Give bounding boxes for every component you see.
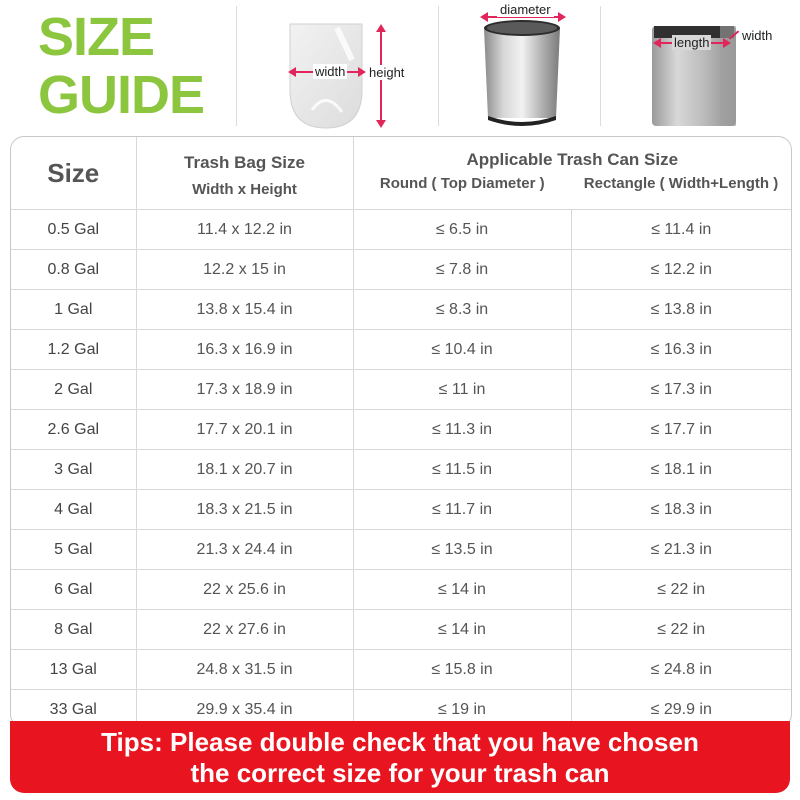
round-trash-can-icon bbox=[476, 14, 568, 128]
bag-size-cell: 24.8 x 31.5 in bbox=[136, 650, 353, 690]
round-size-cell: ≤ 14 in bbox=[353, 610, 571, 650]
size-header: Size bbox=[47, 157, 100, 188]
bag-width-label: width bbox=[315, 64, 346, 79]
bag-height-label: height bbox=[369, 65, 405, 80]
table-row bbox=[11, 250, 791, 290]
title-line-2: GUIDE bbox=[38, 65, 205, 125]
arrowhead-up bbox=[376, 24, 386, 32]
bag-size-cell: 17.7 x 20.1 in bbox=[136, 410, 353, 450]
divider bbox=[600, 6, 601, 126]
round-size-cell: ≤ 14 in bbox=[353, 570, 571, 610]
table-row bbox=[11, 210, 791, 250]
bag-size-cell: 12.2 x 15 in bbox=[136, 250, 353, 290]
round-size-cell: ≤ 10.4 in bbox=[353, 330, 571, 370]
bag-size-title: Trash Bag Size bbox=[184, 152, 305, 172]
rect-size-cell: ≤ 16.3 in bbox=[571, 330, 791, 370]
size-cell: 2 Gal bbox=[11, 370, 136, 410]
table-row bbox=[11, 330, 791, 370]
size-table bbox=[10, 136, 792, 728]
size-cell: 1 Gal bbox=[11, 290, 136, 330]
table-row bbox=[11, 490, 791, 530]
bag-size-cell: 18.1 x 20.7 in bbox=[136, 450, 353, 490]
length-label: length bbox=[674, 35, 710, 50]
arrowhead-right bbox=[358, 67, 366, 77]
bag-size-cell: 13.8 x 15.4 in bbox=[136, 290, 353, 330]
bag-size-cell: 16.3 x 16.9 in bbox=[136, 330, 353, 370]
size-cell: 4 Gal bbox=[11, 490, 136, 530]
table-row bbox=[11, 610, 791, 650]
title-line-1: SIZE bbox=[38, 7, 155, 67]
bag-size-cell: 29.9 x 35.4 in bbox=[136, 690, 353, 729]
bag-size-cell: 22 x 25.6 in bbox=[136, 570, 353, 610]
size-cell: 5 Gal bbox=[11, 530, 136, 570]
rect-size-cell: ≤ 24.8 in bbox=[571, 650, 791, 690]
round-size-cell: ≤ 13.5 in bbox=[353, 530, 571, 570]
size-cell: 2.6 Gal bbox=[11, 410, 136, 450]
bag-size-header bbox=[136, 137, 353, 210]
round-size-cell: ≤ 11.5 in bbox=[353, 450, 571, 490]
size-cell: 13 Gal bbox=[11, 650, 136, 690]
divider bbox=[236, 6, 237, 126]
table-row bbox=[11, 370, 791, 410]
diameter-label: diameter bbox=[497, 2, 554, 17]
arrowhead-left bbox=[480, 12, 488, 22]
rect-size-cell: ≤ 21.3 in bbox=[571, 530, 791, 570]
table-row bbox=[11, 410, 791, 450]
bag-size-cell: 22 x 27.6 in bbox=[136, 610, 353, 650]
arrowhead-left bbox=[288, 67, 296, 77]
size-cell: 3 Gal bbox=[11, 450, 136, 490]
round-size-cell: ≤ 11.3 in bbox=[353, 410, 571, 450]
size-cell: 0.8 Gal bbox=[11, 250, 136, 290]
bag-size-cell: 18.3 x 21.5 in bbox=[136, 490, 353, 530]
rect-size-cell: ≤ 29.9 in bbox=[571, 690, 791, 729]
bag-size-cell: 11.4 x 12.2 in bbox=[136, 210, 353, 250]
bag-size-subtitle: Width x Height bbox=[192, 180, 297, 198]
table-row bbox=[11, 450, 791, 490]
table-row bbox=[11, 570, 791, 610]
rect-size-cell: ≤ 22 in bbox=[571, 610, 791, 650]
arrowhead-left bbox=[653, 38, 661, 48]
size-cell: 6 Gal bbox=[11, 570, 136, 610]
round-size-cell: ≤ 15.8 in bbox=[353, 650, 571, 690]
rect-size-cell: ≤ 17.7 in bbox=[571, 410, 791, 450]
tips-banner bbox=[10, 721, 790, 793]
rect-size-cell: ≤ 22 in bbox=[571, 570, 791, 610]
bag-size-cell: 21.3 x 24.4 in bbox=[136, 530, 353, 570]
rect-size-cell: ≤ 11.4 in bbox=[571, 210, 791, 250]
rect-width-label: width bbox=[742, 28, 773, 43]
table-row bbox=[11, 530, 791, 570]
rect-size-cell: ≤ 12.2 in bbox=[571, 250, 791, 290]
round-header: Round ( Top Diameter ) bbox=[353, 173, 571, 209]
size-cell: 33 Gal bbox=[11, 690, 136, 729]
size-cell: 0.5 Gal bbox=[11, 210, 136, 250]
size-cell: 1.2 Gal bbox=[11, 330, 136, 370]
size-guide-title bbox=[38, 8, 204, 124]
size-cell: 8 Gal bbox=[11, 610, 136, 650]
rect-size-cell: ≤ 17.3 in bbox=[571, 370, 791, 410]
tips-line-1: Tips: Please double check that you have chosen bbox=[101, 727, 699, 757]
arrowhead-right bbox=[558, 12, 566, 22]
table-row bbox=[11, 650, 791, 690]
round-size-cell: ≤ 11.7 in bbox=[353, 490, 571, 530]
round-size-cell: ≤ 11 in bbox=[353, 370, 571, 410]
table-row bbox=[11, 290, 791, 330]
can-size-header: Applicable Trash Can Size bbox=[353, 137, 791, 173]
rect-size-cell: ≤ 13.8 in bbox=[571, 290, 791, 330]
rect-size-cell: ≤ 18.1 in bbox=[571, 450, 791, 490]
rectangle-header: Rectangle ( Width+Length ) bbox=[583, 175, 779, 193]
arrowhead-down bbox=[376, 120, 386, 128]
round-size-cell: ≤ 8.3 in bbox=[353, 290, 571, 330]
tips-line-2: the correct size for your trash can bbox=[190, 758, 610, 788]
round-size-cell: ≤ 19 in bbox=[353, 690, 571, 729]
rect-size-cell: ≤ 18.3 in bbox=[571, 490, 791, 530]
divider bbox=[438, 6, 439, 126]
round-size-cell: ≤ 6.5 in bbox=[353, 210, 571, 250]
bag-size-cell: 17.3 x 18.9 in bbox=[136, 370, 353, 410]
round-size-cell: ≤ 7.8 in bbox=[353, 250, 571, 290]
